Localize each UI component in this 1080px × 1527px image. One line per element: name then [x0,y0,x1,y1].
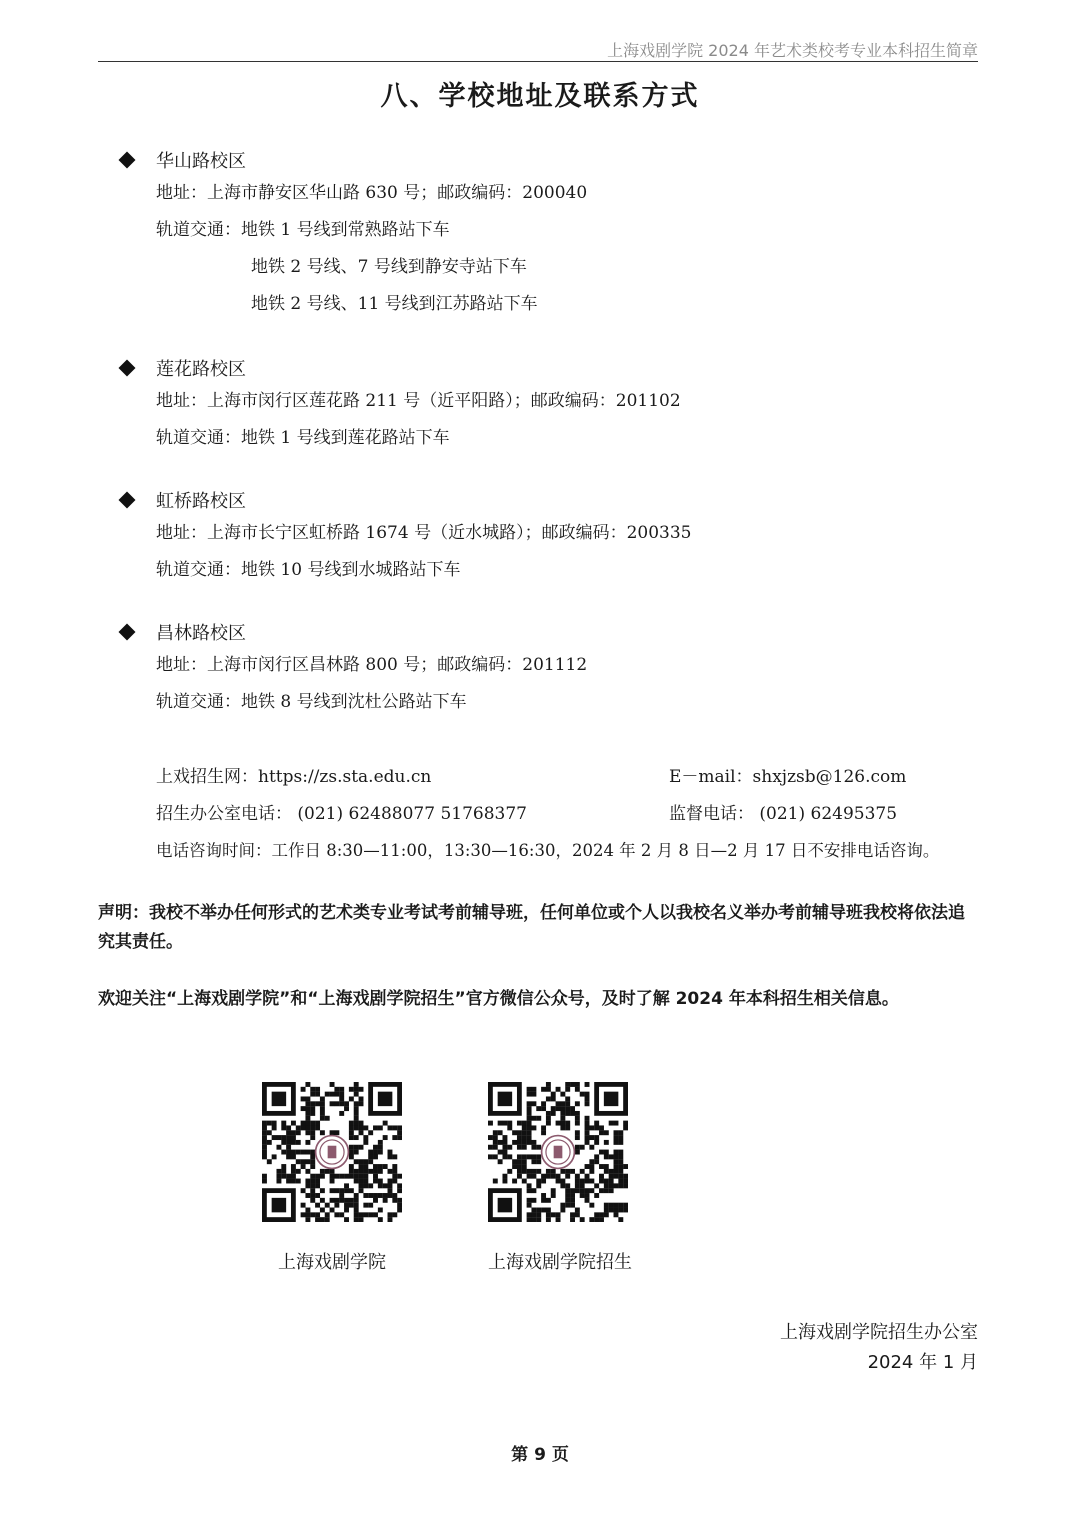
signature-date: 2024 年 1 月 [867,1352,978,1373]
qr-caption: 上海戏剧学院招生 [488,1252,632,1273]
website-line: 上戏招生网：https://zs.sta.edu.cn [156,767,432,787]
diamond-bullet-icon [119,624,136,641]
office-phone-line: 招生办公室电话： (021) 62488077 51768377 [156,804,527,824]
supervision-phone-line: 监督电话： (021) 62495375 [669,804,898,824]
signature-office: 上海戏剧学院招生办公室 [780,1322,978,1343]
section-title: 八、学校地址及联系方式 [380,81,700,112]
consult-hours-line: 电话咨询时间：工作日 8:30—11:00，13:30—16:30，2024 年 2 月 8 日—2 月 17 日不安排电话咨询。 [156,841,940,860]
running-header: 上海戏剧学院 2024 年艺术类校考专业本科招生简章 [607,41,978,60]
follow-notice: 欢迎关注“上海戏剧学院”和“上海戏剧学院招生”官方微信公众号，及时了解 2024 年本科招生相关信息。 [98,989,899,1009]
campus-name: 华山路校区 [156,151,246,172]
campus-address: 地址：上海市闵行区莲花路 211 号（近平阳路）；邮政编码：201102 [156,391,681,411]
diamond-bullet-icon [119,492,136,509]
diamond-bullet-icon [119,152,136,169]
header-rule [98,61,978,62]
campus-address: 地址：上海市长宁区虹桥路 1674 号（近水城路）；邮政编码：200335 [156,523,692,543]
qr-code-icon [488,1082,628,1222]
campus-transit: 轨道交通：地铁 8 号线到沈杜公路站下车 [156,692,467,712]
campus-name: 虹桥路校区 [156,491,246,512]
campus-name: 昌林路校区 [156,623,246,644]
campus-name: 莲花路校区 [156,359,246,380]
campus-block-huashan [118,145,978,323]
qr-caption: 上海戏剧学院 [278,1252,386,1273]
campus-block-hongqiao [118,485,978,589]
campus-transit: 轨道交通：地铁 1 号线到莲花路站下车 [156,428,450,448]
campus-transit: 地铁 2 号线、11 号线到江苏路站下车 [251,294,538,314]
campus-block-changlin [118,617,978,721]
qr-code-admissions [488,1082,628,1222]
disclaimer-statement: 声明：我校不举办任何形式的艺术类专业考试考前辅导班，任何单位或个人以我校名义举办考前辅导班我校将依法追究其责任。 [98,903,965,952]
email-line: E－mail：shxjzsb@126.com [669,767,907,787]
qr-code-icon [262,1082,402,1222]
campus-block-lianhua [118,353,978,457]
page-number: 第 9 页 [511,1445,569,1465]
campus-transit: 地铁 2 号线、7 号线到静安寺站下车 [251,257,527,277]
diamond-bullet-icon [119,360,136,377]
campus-transit: 轨道交通：地铁 1 号线到常熟路站下车 [156,220,450,240]
qr-code-theatre-academy [262,1082,402,1222]
campus-transit: 轨道交通：地铁 10 号线到水城路站下车 [156,560,461,580]
campus-address: 地址：上海市闵行区昌林路 800 号；邮政编码：201112 [156,655,588,675]
campus-address: 地址：上海市静安区华山路 630 号；邮政编码：200040 [156,183,588,203]
